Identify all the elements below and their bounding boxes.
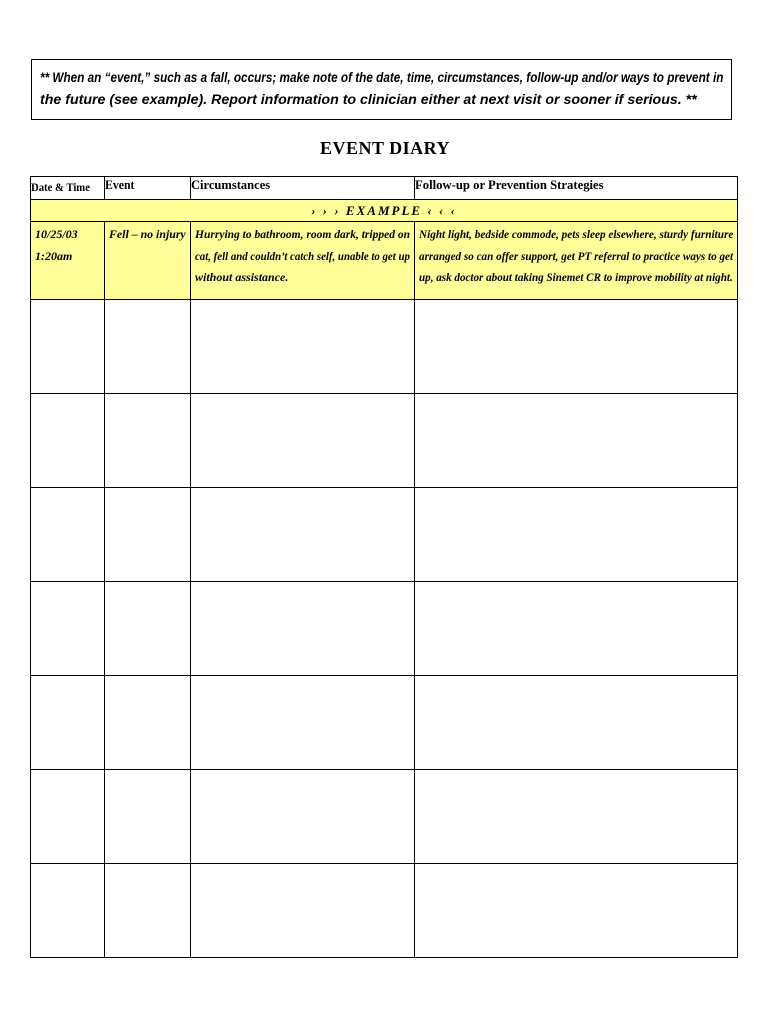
followup-cell[interactable] xyxy=(415,582,738,676)
followup-cell[interactable] xyxy=(415,770,738,864)
instructions-line-1: ** When an “event,” such as a fall, occurs; make note of the date, time, circumstances, follow-up and/or ways to prevent in xyxy=(40,70,724,86)
example-circumstances-line: Hurrying to bathroom, room dark, tripped on xyxy=(195,227,411,241)
event-cell[interactable] xyxy=(105,770,191,864)
date-time-cell[interactable] xyxy=(31,770,105,864)
date-time-cell[interactable] xyxy=(31,394,105,488)
event-cell[interactable] xyxy=(105,394,191,488)
example-banner-row xyxy=(31,200,738,222)
instructions-box xyxy=(31,59,732,120)
date-time-cell[interactable] xyxy=(31,582,105,676)
followup-cell[interactable] xyxy=(415,676,738,770)
event-cell[interactable] xyxy=(105,300,191,394)
followup-cell[interactable] xyxy=(415,394,738,488)
instructions-line-2: the future (see example). Report information to clinician either at next visit or sooner if serious. ** xyxy=(40,92,697,108)
blank-entry-row xyxy=(31,864,738,958)
example-date-time-cell xyxy=(31,222,105,300)
event-cell[interactable] xyxy=(105,676,191,770)
circumstances-cell[interactable] xyxy=(191,770,415,864)
circumstances-cell[interactable] xyxy=(191,864,415,958)
header-label: Date & Time xyxy=(31,180,90,194)
header-event xyxy=(105,177,191,200)
header-label: Follow-up or Prevention Strategies xyxy=(415,177,604,192)
followup-cell[interactable] xyxy=(415,488,738,582)
example-circumstances-line: without assistance. xyxy=(195,270,289,284)
circumstances-cell[interactable] xyxy=(191,676,415,770)
blank-entry-row xyxy=(31,770,738,864)
circumstances-cell[interactable] xyxy=(191,488,415,582)
blank-entry-row xyxy=(31,488,738,582)
example-followup-line: Night light, bedside commode, pets sleep elsewhere, sturdy furniture xyxy=(419,227,734,241)
example-followup-line: arranged so can offer support, get PT referral to practice ways to get xyxy=(419,248,734,263)
example-time: 1:20am xyxy=(35,248,73,263)
circumstances-cell[interactable] xyxy=(191,300,415,394)
blank-entry-row xyxy=(31,394,738,488)
example-banner: › › › EXAMPLE ‹ ‹ ‹ xyxy=(31,200,738,222)
event-cell[interactable] xyxy=(105,864,191,958)
header-row xyxy=(31,177,738,200)
blank-entry-row xyxy=(31,300,738,394)
date-time-cell[interactable] xyxy=(31,300,105,394)
followup-cell[interactable] xyxy=(415,300,738,394)
example-row xyxy=(31,222,738,300)
example-event-cell xyxy=(105,222,191,300)
followup-cell[interactable] xyxy=(415,864,738,958)
header-circumstances xyxy=(191,177,415,200)
header-label: Circumstances xyxy=(191,177,271,192)
event-cell[interactable] xyxy=(105,488,191,582)
example-followup-line: up, ask doctor about taking Sinemet CR to improve mobility at night. xyxy=(419,270,733,284)
blank-entry-row xyxy=(31,676,738,770)
date-time-cell[interactable] xyxy=(31,864,105,958)
example-followup-cell xyxy=(415,222,738,300)
event-diary-table xyxy=(30,176,738,958)
circumstances-cell[interactable] xyxy=(191,582,415,676)
circumstances-cell[interactable] xyxy=(191,394,415,488)
header-followup xyxy=(415,177,738,200)
example-date: 10/25/03 xyxy=(35,227,78,241)
header-date-time xyxy=(31,177,105,200)
blank-entry-row xyxy=(31,582,738,676)
page-title: EVENT DIARY xyxy=(319,138,451,158)
example-circumstances-cell xyxy=(191,222,415,300)
example-circumstances-line: cat, fell and couldn’t catch self, unable to get up xyxy=(195,248,410,263)
date-time-cell[interactable] xyxy=(31,488,105,582)
event-cell[interactable] xyxy=(105,582,191,676)
example-event: Fell – no injury xyxy=(109,227,186,241)
date-time-cell[interactable] xyxy=(31,676,105,770)
header-label: Event xyxy=(105,177,135,192)
